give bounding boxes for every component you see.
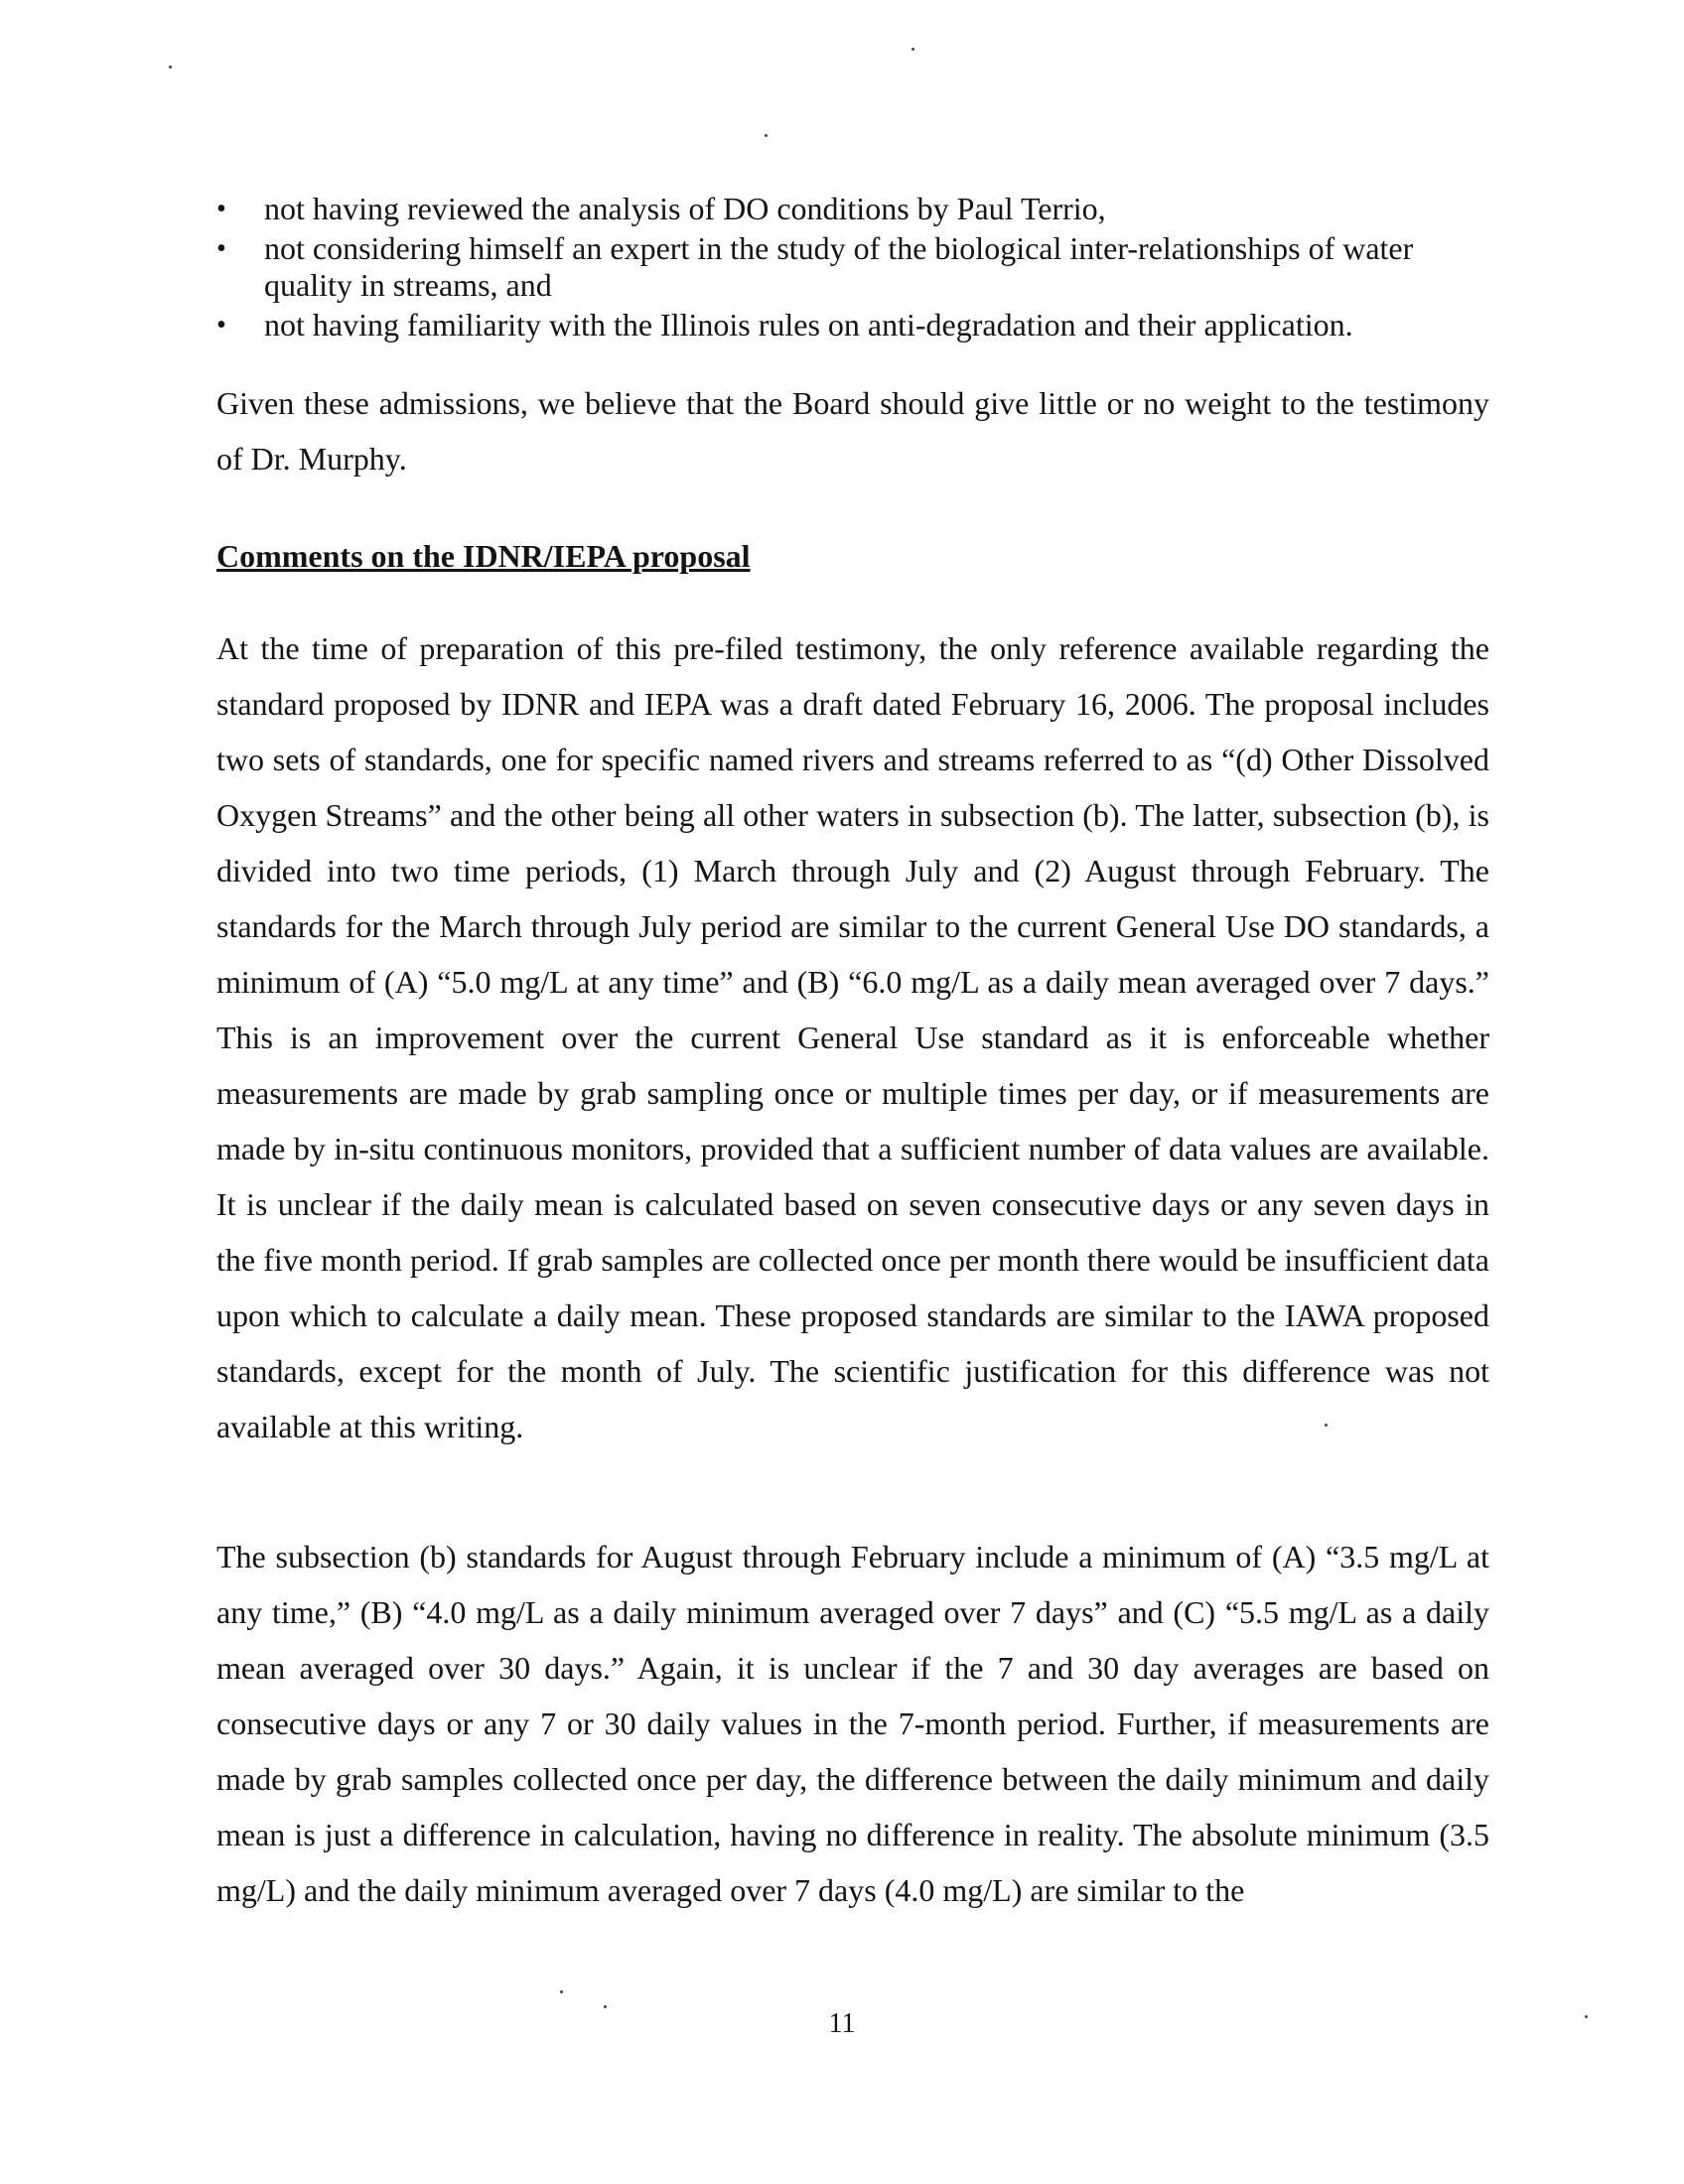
scan-speck	[604, 2005, 607, 2008]
page-number: 11	[828, 2008, 856, 2039]
scan-speck	[1325, 1424, 1328, 1427]
scan-speck	[765, 134, 768, 137]
scan-speck	[912, 48, 914, 51]
paragraph-subsection-b: The subsection (b) standards for August through February include a minimum of (A) “3.5 mg/L at any time,” (B) “4.0 mg/L as a daily minimum averaged over 7 days” and (C) “5.5 mg/L as a daily mean averaged over 30 days.” Again, it is unclear if the 7 and 30 day averages are based on consecutive days or any 7 or 30 daily values in the 7-month period. Further, if measurements are made by grab samples collected once per day, the difference between the daily minimum and daily mean is just a difference in calculation, having no difference in reality. The absolute minimum (3.5 mg/L) and the daily minimum averaged over 7 days (4.0 mg/L) are similar to the	[216, 1539, 1489, 1908]
bullet-item	[216, 230, 1507, 304]
bullet-icon: •	[216, 233, 226, 264]
paragraph-admissions: Given these admissions, we believe that the Board should give little or no weight to the testimony of Dr. Murphy.	[216, 385, 1489, 477]
bullet-item	[216, 307, 1507, 343]
section-heading: Comments on the IDNR/IEPA proposal	[216, 538, 751, 574]
paragraph-idnr-iepa-proposal: At the time of preparation of this pre-filed testimony, the only reference available regarding the standard proposed by IDNR and IEPA was a draft dated February 16, 2006. The proposal includes two sets of standards, one for specific named rivers and streams referred to as “(d) Other Dissolved Oxygen Streams” and the other being all other waters in subsection (b). The latter, subsection (b), is divided into two time periods, (1) March through July and (2) August through February. The standards for the March through July period are similar to the current General Use DO standards, a minimum of (A) “5.0 mg/L at any time” and (B) “6.0 mg/L as a daily mean averaged over 7 days.” This is an improvement over the current General Use standard as it is enforceable whether measurements are made by grab sampling once or multiple times per day, or if measurements are made by in-situ continuous monitors, provided that a sufficient number of data values are available. It is unclear if the daily mean is calculated based on seven consecutive days or any seven days in the five month period. If grab samples are collected once per month there would be insufficient data upon which to calculate a daily mean. These proposed standards are similar to the IAWA proposed standards, except for the month of July. The scientific justification for this difference was not available at this writing.	[216, 630, 1489, 1444]
bullet-text: not having reviewed the analysis of DO conditions by Paul Terrio,	[264, 191, 1106, 226]
bullet-icon: •	[216, 194, 226, 224]
bullet-text: not considering himself an expert in the study of the biological inter-relationships of water quality in streams, and	[264, 230, 1414, 303]
scan-speck	[1585, 2015, 1588, 2018]
scan-speck	[560, 1990, 563, 1993]
scan-speck	[169, 66, 172, 68]
bullet-item	[216, 191, 1507, 227]
bullet-list	[216, 191, 1507, 346]
bullet-text: not having familiarity with the Illinois rules on anti-degradation and their application.	[264, 307, 1353, 342]
bullet-icon: •	[216, 310, 226, 341]
